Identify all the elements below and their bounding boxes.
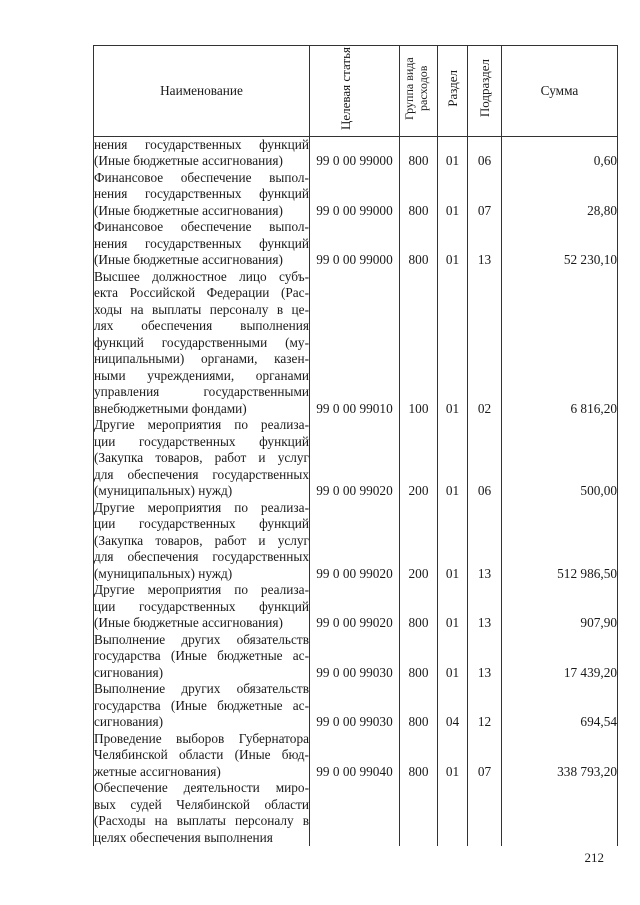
name-line: сигнования) (94, 714, 164, 729)
row-section (438, 780, 468, 846)
row-subsection (468, 780, 502, 846)
row-article: 99 0 00 99000 (310, 219, 400, 269)
name-line: (Закупка товаров, работ и услуг (94, 450, 309, 465)
name-line: (Иные бюджетные ассигнования) (94, 252, 283, 267)
row-expense-group (400, 780, 438, 846)
table-header-row (94, 46, 618, 137)
row-amount: 28,80 (502, 170, 618, 220)
row-section: 01 (438, 417, 468, 500)
table-row (94, 136, 618, 170)
name-line: жетные ассигнования) (94, 763, 221, 779)
name-line: внебюджетными фондами) (94, 400, 247, 416)
header-expense-group: Группа вида расходов (400, 46, 438, 137)
row-section: 01 (438, 170, 468, 220)
row-expense-group: 800 (400, 136, 438, 170)
name-line: ции государственных функций (94, 598, 309, 614)
row-name (94, 780, 310, 846)
name-line: Выполнение других обязательств (94, 631, 309, 647)
row-section: 01 (438, 731, 468, 781)
row-amount: 52 230,10 (502, 219, 618, 269)
row-amount: 694,54 (502, 681, 618, 731)
name-line: (Иные бюджетные ассигнования) (94, 153, 283, 168)
name-line: лях обеспечения выполнения (94, 318, 309, 333)
row-subsection: 13 (468, 500, 502, 583)
row-subsection: 13 (468, 582, 502, 632)
row-name (94, 681, 310, 731)
row-section: 04 (438, 681, 468, 731)
name-line: ции государственных функций (94, 433, 309, 449)
row-name (94, 632, 310, 682)
table-row (94, 632, 618, 682)
row-name (94, 582, 310, 632)
name-line: Проведение выборов Губернатора (94, 730, 309, 746)
row-article: 99 0 00 99020 (310, 417, 400, 500)
name-line: ходы на выплаты персоналу в це- (94, 301, 309, 317)
name-line: (муниципальных) нужд) (94, 565, 233, 581)
row-article: 99 0 00 99030 (310, 632, 400, 682)
table-row (94, 219, 618, 269)
row-article (310, 780, 400, 846)
row-article: 99 0 00 99040 (310, 731, 400, 781)
row-expense-group: 800 (400, 219, 438, 269)
row-expense-group: 200 (400, 500, 438, 583)
name-line: для обеспечения государственных (94, 549, 309, 564)
page-number: 212 (584, 850, 604, 865)
header-name: Наименование (94, 46, 310, 137)
name-line: функций государственными (му- (94, 334, 309, 350)
row-amount: 500,00 (502, 417, 618, 500)
table-row (94, 731, 618, 781)
row-section: 01 (438, 269, 468, 418)
row-amount: 338 793,20 (502, 731, 618, 781)
row-subsection: 07 (468, 731, 502, 781)
name-line: нения государственных функций (94, 235, 309, 251)
name-line: нения государственных функций (94, 186, 309, 201)
row-name (94, 170, 310, 220)
row-article: 99 0 00 99000 (310, 170, 400, 220)
row-article: 99 0 00 99020 (310, 582, 400, 632)
row-subsection: 06 (468, 136, 502, 170)
row-expense-group: 800 (400, 681, 438, 731)
name-line: ниципальными) органами, казен- (94, 351, 309, 366)
row-expense-group: 800 (400, 582, 438, 632)
name-line: вых судей Челябинской области (94, 796, 309, 812)
header-amount: Сумма (502, 46, 618, 137)
table-row (94, 582, 618, 632)
table-row (94, 417, 618, 500)
row-name (94, 500, 310, 583)
row-amount: 17 439,20 (502, 632, 618, 682)
name-line: Обеспечение деятельности миро- (94, 780, 309, 795)
header-article: Целевая статья (310, 46, 400, 137)
row-section: 01 (438, 219, 468, 269)
name-line: государства (Иные бюджетные ас- (94, 697, 309, 713)
name-line: управления государственными (94, 384, 309, 399)
row-amount: 6 816,20 (502, 269, 618, 418)
row-subsection: 02 (468, 269, 502, 418)
budget-table (93, 45, 618, 846)
row-subsection: 13 (468, 219, 502, 269)
name-line: екта Российской Федерации (Рас- (94, 285, 309, 300)
row-section: 01 (438, 500, 468, 583)
row-name (94, 136, 310, 170)
row-article: 99 0 00 99030 (310, 681, 400, 731)
row-name (94, 417, 310, 500)
table-row (94, 500, 618, 583)
header-subsection: Подраздел (468, 46, 502, 137)
table-row (94, 269, 618, 418)
row-subsection: 13 (468, 632, 502, 682)
row-section: 01 (438, 582, 468, 632)
row-expense-group: 800 (400, 170, 438, 220)
row-amount: 512 986,50 (502, 500, 618, 583)
name-line: государства (Иные бюджетные ас- (94, 648, 309, 663)
row-section: 01 (438, 136, 468, 170)
row-subsection: 07 (468, 170, 502, 220)
table-row (94, 780, 618, 846)
row-expense-group: 200 (400, 417, 438, 500)
row-article: 99 0 00 99020 (310, 500, 400, 583)
name-line: Другие мероприятия по реализа- (94, 499, 309, 515)
row-amount: 0,60 (502, 136, 618, 170)
row-amount (502, 780, 618, 846)
row-amount: 907,90 (502, 582, 618, 632)
table-row (94, 170, 618, 220)
name-line: Высшее должностное лицо субъ- (94, 268, 309, 284)
row-name (94, 269, 310, 418)
name-line: (Расходы на выплаты персоналу в (94, 813, 309, 828)
name-line: Финансовое обеспечение выпол- (94, 169, 309, 185)
row-article: 99 0 00 99010 (310, 269, 400, 418)
name-line: нения государственных функций (94, 136, 309, 152)
name-line: ными учреждениями, органами (94, 367, 309, 383)
name-line: (Иные бюджетные ассигнования) (94, 615, 283, 630)
name-line: (муниципальных) нужд) (94, 483, 233, 498)
name-line: целях обеспечения выполнения (94, 829, 273, 845)
row-expense-group: 100 (400, 269, 438, 418)
row-name (94, 219, 310, 269)
name-line: Финансовое обеспечение выпол- (94, 219, 309, 234)
name-line: сигнования) (94, 664, 164, 680)
row-section: 01 (438, 632, 468, 682)
name-line: Выполнение других обязательств (94, 681, 309, 696)
name-line: для обеспечения государственных (94, 466, 309, 482)
name-line: (Закупка товаров, работ и услуг (94, 532, 309, 548)
table-row (94, 681, 618, 731)
row-article: 99 0 00 99000 (310, 136, 400, 170)
name-line: Челябинской области (Иные бюд- (94, 747, 309, 762)
row-expense-group: 800 (400, 731, 438, 781)
name-line: ции государственных функций (94, 516, 309, 531)
row-subsection: 12 (468, 681, 502, 731)
row-name (94, 731, 310, 781)
name-line: (Иные бюджетные ассигнования) (94, 202, 283, 218)
row-subsection: 06 (468, 417, 502, 500)
name-line: Другие мероприятия по реализа- (94, 582, 309, 597)
row-expense-group: 800 (400, 632, 438, 682)
header-section: Раздел (438, 46, 468, 137)
name-line: Другие мероприятия по реализа- (94, 417, 309, 432)
